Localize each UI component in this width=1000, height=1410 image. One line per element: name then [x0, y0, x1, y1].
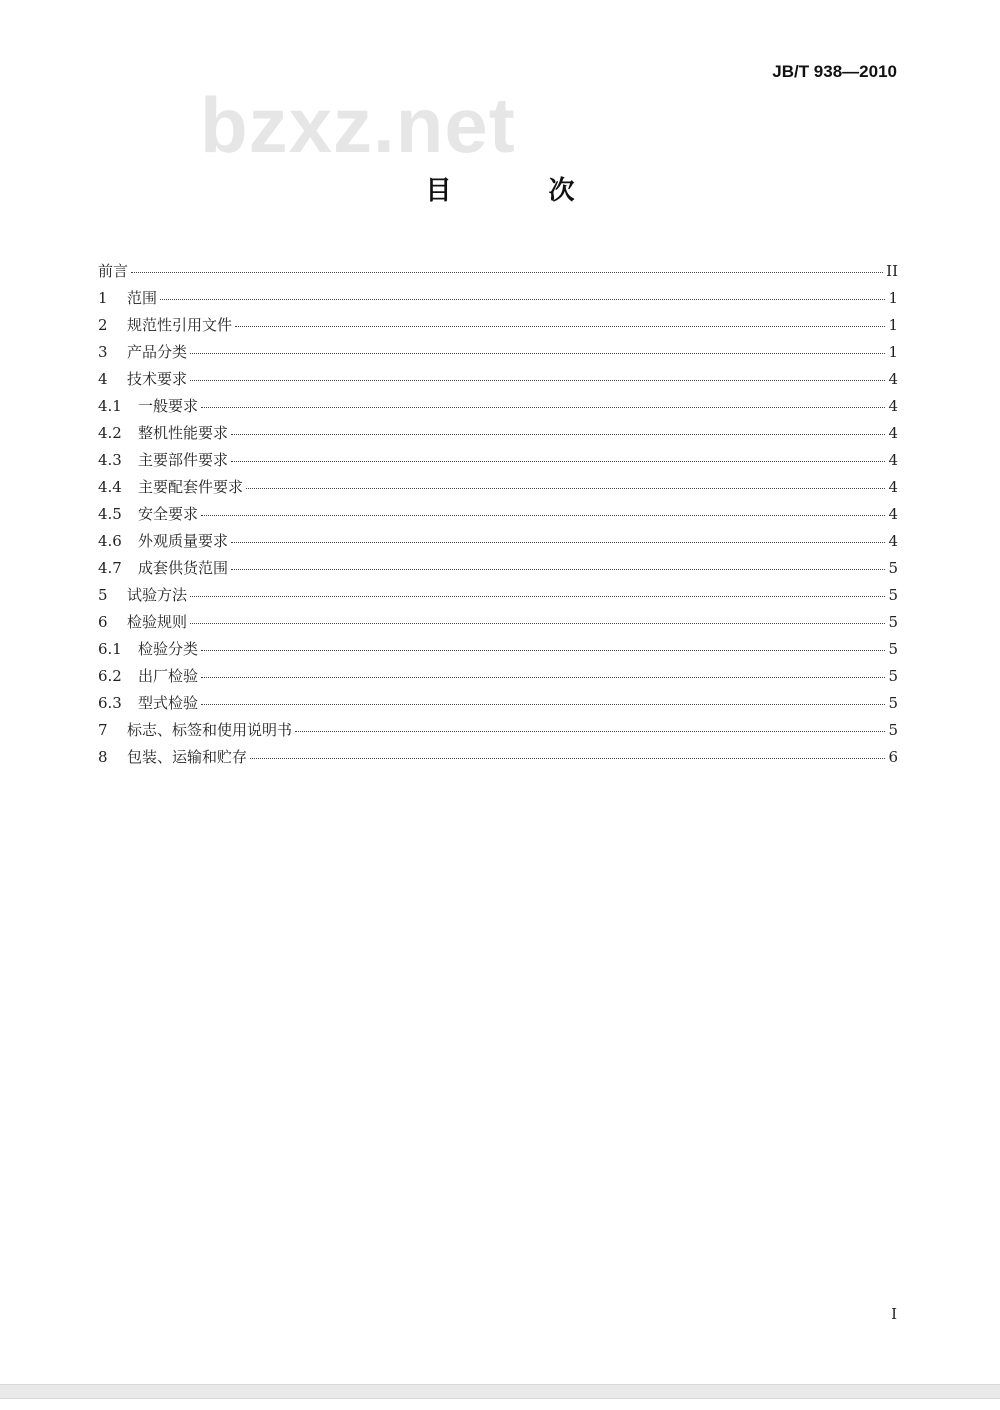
toc-entry-number: 4.4 — [98, 478, 122, 496]
toc-entry[interactable] — [98, 665, 898, 692]
toc-entry-page: 4 — [888, 397, 898, 415]
toc-entry-number: 7 — [98, 721, 108, 739]
toc-entry[interactable] — [98, 692, 898, 719]
toc-entry[interactable] — [98, 314, 898, 341]
toc-entry[interactable] — [98, 476, 898, 503]
toc-entry-page: 5 — [888, 640, 898, 658]
toc-entry-number: 3 — [98, 343, 108, 361]
toc-entry-page: II — [886, 262, 898, 280]
watermark: bzxz.net — [200, 81, 516, 169]
dot-leader — [190, 353, 885, 354]
toc-entry-label: 包装、运输和贮存 — [127, 748, 248, 766]
toc-entry-label: 检验分类 — [138, 640, 199, 658]
toc-entry-page: 1 — [888, 343, 898, 361]
toc-entry[interactable] — [98, 260, 898, 287]
toc-entry-label: 主要配套件要求 — [138, 478, 244, 496]
dot-leader — [231, 461, 885, 462]
toc-entry-label: 范围 — [127, 289, 158, 307]
toc-entry[interactable] — [98, 395, 898, 422]
toc-entry-page: 5 — [888, 559, 898, 577]
toc-entry-number: 6 — [98, 613, 108, 631]
toc-entry-number: 4.5 — [98, 505, 122, 523]
toc-entry-label: 产品分类 — [127, 343, 188, 361]
bottom-scan-band — [0, 1384, 1000, 1399]
toc-entry-page: 4 — [888, 451, 898, 469]
dot-leader — [160, 299, 885, 300]
dot-leader — [231, 569, 885, 570]
toc-entry-label: 检验规则 — [127, 613, 188, 631]
toc-entry[interactable] — [98, 638, 898, 665]
toc-entry-number: 1 — [98, 289, 108, 307]
page-number: I — [891, 1305, 897, 1323]
toc-entry-page: 1 — [888, 316, 898, 334]
dot-leader — [295, 731, 885, 732]
toc-entry[interactable] — [98, 584, 898, 611]
dot-leader — [235, 326, 885, 327]
dot-leader — [201, 407, 885, 408]
toc-entry-number: 5 — [98, 586, 108, 604]
toc-entry-page: 4 — [888, 505, 898, 523]
dot-leader — [201, 515, 885, 516]
toc-entry-label: 外观质量要求 — [138, 532, 229, 550]
dot-leader — [246, 488, 885, 489]
toc-entry-label: 成套供货范围 — [138, 559, 229, 577]
toc-entry-page: 5 — [888, 721, 898, 739]
toc-entry-label: 规范性引用文件 — [127, 316, 233, 334]
standard-number: JB/T 938—2010 — [772, 62, 897, 81]
toc-entry-number: 4.7 — [98, 559, 122, 577]
toc-entry[interactable] — [98, 611, 898, 638]
table-of-contents — [98, 260, 898, 773]
toc-entry-page: 1 — [888, 289, 898, 307]
toc-entry-page: 4 — [888, 424, 898, 442]
toc-entry-label: 技术要求 — [127, 370, 188, 388]
dot-leader — [190, 623, 885, 624]
toc-entry-number: 6.1 — [98, 640, 122, 658]
toc-entry-page: 5 — [888, 694, 898, 712]
toc-entry[interactable] — [98, 422, 898, 449]
toc-entry-label: 整机性能要求 — [138, 424, 229, 442]
toc-entry[interactable] — [98, 746, 898, 773]
toc-entry[interactable] — [98, 557, 898, 584]
toc-entry-label: 一般要求 — [138, 397, 199, 415]
dot-leader — [201, 704, 885, 705]
toc-entry-number: 4.2 — [98, 424, 122, 442]
toc-entry-label: 主要部件要求 — [138, 451, 229, 469]
toc-entry-label: 试验方法 — [127, 586, 188, 604]
dot-leader — [231, 542, 885, 543]
toc-entry-label: 前言 — [98, 262, 129, 280]
toc-entry-label: 标志、标签和使用说明书 — [127, 721, 293, 739]
toc-entry[interactable] — [98, 449, 898, 476]
toc-entry[interactable] — [98, 341, 898, 368]
toc-entry-number: 6.3 — [98, 694, 122, 712]
dot-leader — [131, 272, 883, 273]
toc-entry[interactable] — [98, 368, 898, 395]
toc-entry-page: 4 — [888, 478, 898, 496]
dot-leader — [201, 650, 885, 651]
toc-entry-page: 5 — [888, 667, 898, 685]
dot-leader — [190, 380, 885, 381]
toc-entry[interactable] — [98, 719, 898, 746]
toc-entry-page: 4 — [888, 370, 898, 388]
toc-entry-label: 型式检验 — [138, 694, 199, 712]
toc-entry-page: 4 — [888, 532, 898, 550]
toc-entry-label: 安全要求 — [138, 505, 199, 523]
toc-entry-number: 8 — [98, 748, 108, 766]
toc-entry-page: 5 — [888, 613, 898, 631]
toc-entry[interactable] — [98, 287, 898, 314]
dot-leader — [250, 758, 885, 759]
toc-entry[interactable] — [98, 530, 898, 557]
toc-entry-number: 4.3 — [98, 451, 122, 469]
toc-entry-number: 2 — [98, 316, 108, 334]
dot-leader — [201, 677, 885, 678]
toc-entry-number: 4.1 — [98, 397, 122, 415]
toc-entry[interactable] — [98, 503, 898, 530]
toc-entry-page: 6 — [888, 748, 898, 766]
toc-entry-number: 4 — [98, 370, 108, 388]
page-title: 目 次 — [425, 176, 619, 206]
dot-leader — [190, 596, 885, 597]
toc-entry-number: 4.6 — [98, 532, 122, 550]
toc-entry-page: 5 — [888, 586, 898, 604]
dot-leader — [231, 434, 885, 435]
toc-entry-number: 6.2 — [98, 667, 122, 685]
toc-entry-label: 出厂检验 — [138, 667, 199, 685]
